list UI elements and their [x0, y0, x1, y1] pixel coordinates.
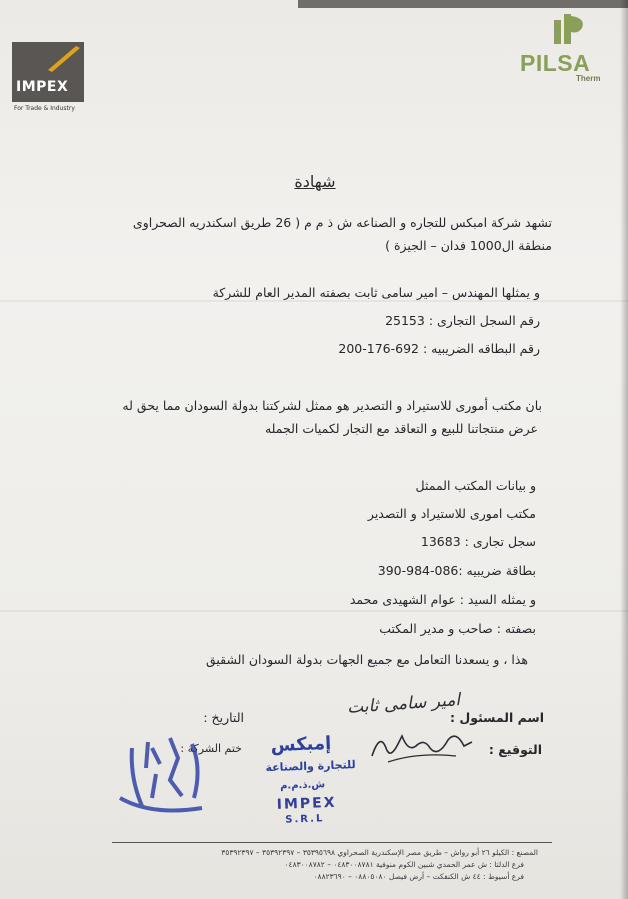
- stamp-line-latin: S.R.L: [285, 813, 325, 826]
- paper-top-edge: [298, 0, 628, 8]
- body-line: بطاقة ضريبيه :086-984-390: [377, 563, 536, 578]
- signature-scribble: [368, 722, 478, 770]
- body-line: منطقة ال1000 فدان – الجيزة ): [385, 238, 552, 253]
- responsible-name-label: اسم المسئول :: [450, 710, 544, 725]
- body-line: رقم البطاقه الضريبيه : 692-176-200: [338, 341, 540, 356]
- paper-shadow: [620, 0, 628, 899]
- body-line: و بيانات المكتب الممثل: [415, 478, 536, 493]
- body-line: هذا ، و يسعدنا التعامل مع جميع الجهات بدولة السودان الشقيق: [205, 652, 528, 667]
- pilsa-logo: [518, 12, 608, 92]
- body-line: بصفته : صاحب و مدير المكتب: [379, 621, 536, 636]
- footer-divider: [112, 842, 552, 843]
- pilsa-logo-word: PILSA: [520, 50, 591, 76]
- handwritten-name: امير سامى ثابت: [346, 690, 461, 718]
- paper-fold: [0, 610, 628, 612]
- footer-address-line: فرع أسيوط : ٤٤ ش الكنفكت – أرض فيصل ٠٨٨٠٥٠٨٠ – ٠٨٨٢٣٦٩٠: [313, 872, 524, 881]
- body-line: و يمثله السيد : عوام الشهيدى محمد: [349, 592, 536, 607]
- impex-tagline: For Trade & Industry: [14, 105, 75, 112]
- body-line: تشهد شركة امبكس للتجاره و الصناعه ش ذ م م ( 26 طريق اسكندريه الصحراوى: [132, 215, 552, 230]
- partial-stamp-mark: [112, 728, 222, 820]
- stamp-line-latin: IMPEX: [276, 794, 337, 813]
- body-line: عرض منتجاتنا للبيع و التعاقد مع التجار لكميات الجمله: [264, 421, 538, 436]
- pilsa-logo-sub: Therm: [576, 74, 601, 83]
- impex-logo: [12, 42, 86, 116]
- paper-fold: [0, 300, 628, 302]
- stamp-line-arabic: إمبكس: [270, 732, 332, 757]
- body-line: بان مكتب أمورى للاستيراد و التصدير هو ممثل لشركتنا بدولة السودان مما يحق له: [122, 398, 542, 413]
- body-line: و يمثلها المهندس – امير سامى ثابت بصفته المدير العام للشركة: [212, 285, 540, 300]
- impex-logo-word: IMPEX: [16, 79, 69, 95]
- footer-address-line: فرع الدلتا : ش عمر الحمدي شبين الكوم منوفية ٠٤٨٣٠٠٨٧٨١ – ٠٤٨٣٠٠٨٧٨٢: [284, 860, 524, 869]
- signature-label: التوقيع :: [488, 742, 542, 757]
- stamp-line-arabic: ش.ذ.م.م: [279, 779, 326, 792]
- body-line: رقم السجل التجارى : 25153: [385, 313, 540, 328]
- stamp-line-arabic: للتجارة والصناعة: [265, 758, 356, 775]
- company-stamp-label: ختم الشركة :: [180, 742, 242, 755]
- date-label: التاريخ :: [203, 710, 244, 725]
- body-line: مكتب امورى للاستيراد و التصدير: [367, 506, 536, 521]
- body-line: سجل تجارى : 13683: [420, 534, 536, 549]
- document-title: شهادة: [294, 172, 336, 191]
- footer-address-line: المصنع : الكيلو ٢٦ أبو رواش – طريق مصر الإسكندرية الصحراوي ٣٥٣٩٥٦٩٨ – ٣٥٣٩٢٣٩٧ – ٣٥٣٩٢٣٩٧: [221, 848, 538, 857]
- pilsa-emblem-icon: [550, 12, 590, 46]
- company-stamp: [240, 732, 363, 832]
